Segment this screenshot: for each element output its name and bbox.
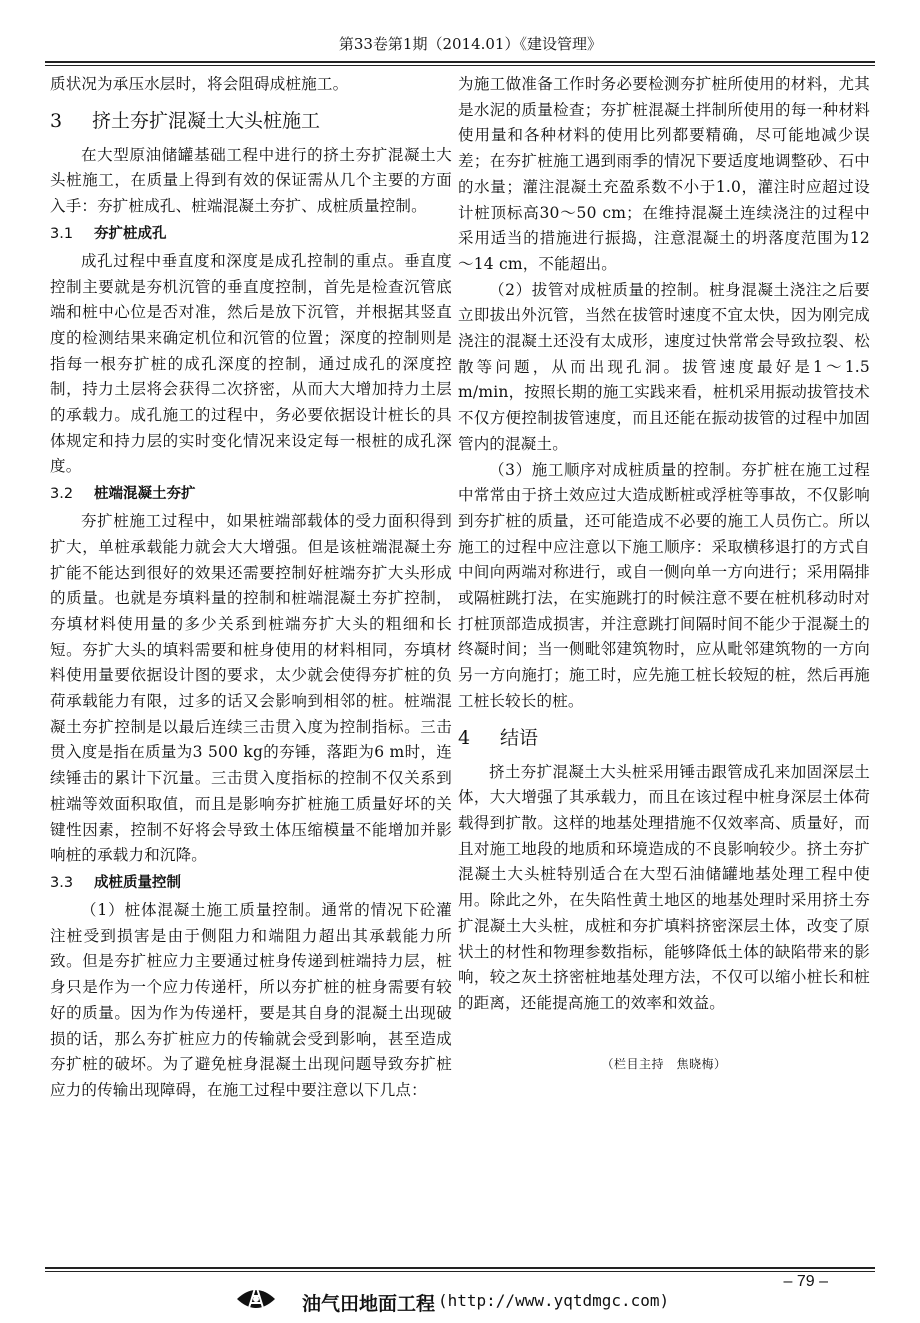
section-3-intro: 在大型原油储罐基础工程中进行的挤土夯扩混凝土大头桩施工，在质量上得到有效的保证需从几个主要的方面入手：夯扩桩成孔、桩端混凝土夯扩、成桩质量控制。	[50, 145, 452, 216]
section-4-body: 挤土夯扩混凝土大头桩采用锤击跟管成孔来加固深层土体，大大增强了其承载力，而且在该过程中桩身深层土体荷载得到扩散。这样的地基处理措施不仅效率高、质量好，而且对施工地段的地质和环境造成的不良影响较少。挤土夯扩混凝土大头桩特别适合在大型石油储罐地基处理工程中使用。除此之外，在失陷性黄土地区的地基处理时采用挤土夯扩混凝土大头桩，成桩和夯扩填料挤密深层土体，改变了原状土的材性和物理参数指标，能够降低土体的缺陷带来的影响，较之灰土挤密桩地基处理方法，不仅可以缩小桩长和桩的距离，还能提高施工的效率和效益。	[458, 762, 870, 1012]
section-4-number: 4	[458, 726, 471, 749]
header-rule-thin	[45, 65, 875, 66]
subsection-3-1-heading	[50, 222, 452, 247]
journal-url[interactable]: (http://www.yqtdmgc.com)	[438, 1291, 670, 1310]
issue-volume: 第33卷第1期（2014.01）	[338, 35, 520, 53]
page-number: – 79 –	[783, 1273, 828, 1290]
subsection-3-2-heading	[50, 482, 452, 507]
column-editor-note: （栏目主持 焦晓梅）	[601, 1056, 727, 1071]
section-3-heading	[50, 105, 452, 137]
running-header	[0, 6, 920, 62]
section-3-number: 3	[50, 109, 63, 132]
issue-info	[339, 33, 602, 54]
section-4-title: 结语	[500, 726, 539, 749]
subsection-3-1-number: 3.1	[50, 225, 74, 242]
subsection-3-3-item-1: （1）桩体混凝土施工质量控制。通常的情况下砼灌注桩受到损害是由于侧阻力和端阻力超出其承载能力所致。但是夯扩桩应力主要通过桩身传递到桩端持力层，桩身只是作为一个应力传递杆，所以夯扩桩的桩身需要有较好的质量。因为作为传递杆，要是其自身的混凝土出现破损的话，那么夯扩桩应力的传输就会受到影响，甚至造成夯扩桩的破坏。为了避免桩身混凝土出现问题导致夯扩桩应力的传输出现障碍，在施工过程中要注意以下几点：	[50, 900, 452, 1099]
subsection-3-1-title: 夯扩桩成孔	[94, 225, 167, 242]
subsection-3-2-body: 夯扩桩施工过程中，如果桩端部载体的受力面积得到扩大，单桩承载能力就会大大增强。但是该桩端混凝土夯扩能不能达到很好的效果还需要控制好桩端夯扩大头形成的质量。也就是夯填料量的控制和桩端混凝土夯扩控制，夯填材料使用量的多少关系到桩端夯扩大头的粗细和长短。夯扩大头的填料需要和桩身使用的材料相同，夯填材料使用量要依据设计图的要求，太少就会使得夯扩桩的负荷承载能力有限，过多的话又会影响到相邻的桩。桩端混凝土夯扩控制是以最后连续三击贯入度为控制指标。三击贯入度是指在质量为3 500 kg的夯锤，落距为6 m时，连续锤击的累计下沉量。三击贯入度指标的控制不仅关系到桩端等效面积取值，而且是影响夯扩桩施工质量好坏的关键性因素，控制不好将会导致土体压缩模量不能增加并影响桩的承载力和沉降。	[50, 512, 452, 865]
journal-name: 油气田地面工程	[302, 1293, 436, 1315]
subsection-3-3-item-3: （3）施工顺序对成桩质量的控制。夯扩桩在施工过程中常常由于挤土效应过大造成断桩或浮桩等事故，不仅影响到夯扩桩的质量，还可能造成不必要的施工人员伤亡。所以施工的过程中应注意以下施工顺序：采取横移退打的方式自中间向两端对称进行，或自一侧向单一方向进行；采用隔排或隔桩跳打法，在实施跳打的时候注意不要在桩机移动时对打桩顶部造成损害，并注意跳打间隔时间不能少于混凝土的终凝时间；当一侧毗邻建筑物时，应从毗邻建筑物的一方向另一方向施打；施工时，应先施工桩长较短的桩，然后再施工桩长较长的桩。	[458, 460, 870, 710]
subsection-3-3-item-2: （2）拔管对成桩质量的控制。桩身混凝土浇注之后要立即拔出外沉管，当然在拔管时速度不宜太快，因为刚完成浇注的混凝土还没有太成形，速度过快常常会导致拉裂、松散等问题，从而出现孔洞。拔管速度最好是1～1.5 m/min，按照长期的施工实践来看，桩机采用振动拔管技术不仅方便控制拔管速度，而且还能在振动拔管的过程中加固管内的混凝土。	[458, 280, 870, 453]
header-rule-thick	[45, 61, 875, 63]
subsection-3-3-number: 3.3	[50, 874, 74, 891]
journal-title-header: 《建设管理》	[519, 35, 602, 53]
oil-derrick-logo-icon	[233, 1279, 279, 1319]
subsection-3-3-heading	[50, 871, 452, 896]
subsection-3-2-title: 桩端混凝土夯扩	[94, 486, 196, 503]
footer-rule-thin	[45, 1271, 875, 1272]
section-4-heading	[458, 722, 870, 754]
right-column	[458, 72, 870, 1072]
subsection-3-3-title: 成桩质量控制	[94, 874, 181, 891]
carryover-paragraph: 质状况为承压水层时，将会阻碍成桩施工。	[50, 75, 349, 93]
section-3-title: 挤土夯扩混凝土大头桩施工	[92, 109, 321, 132]
left-column	[50, 72, 452, 1104]
item-1-continuation: 为施工做准备工作时务必要检测夯扩桩所使用的材料，尤其是水泥的质量检查；夯扩桩混凝土拌制所使用的每一种材料使用量和各种材料的使用比列都要精确，尽可能地减少误差；在夯扩桩施工遇到雨季的情况下要适度地调整砂、石中的水量；灌注混凝土充盈系数不小于1.0，灌注时应超过设计桩顶标高30～50 cm；在维持混凝土连续浇注的过程中采用适当的措施进行振捣，注意混凝土的坍落度范围为12～14 cm，不能超出。	[458, 75, 870, 273]
subsection-3-2-number: 3.2	[50, 486, 74, 503]
subsection-3-1-body: 成孔过程中垂直度和深度是成孔控制的重点。垂直度控制主要就是夯机沉管的垂直度控制，首先是检查沉管底端和桩中心位是否对准，然后是放下沉管，并根据其竖直度的检测结果来确定机位和沉管的位置；深度的控制则是指每一根夯扩桩的成孔深度的控制，通过成孔的深度控制，持力土层将会获得二次挤密，从而大大增加持力土层的承载力。成孔施工的过程中，务必要依据设计桩长的具体规定和持力层的实时变化情况来设定每一根桩的成孔深度。	[50, 251, 452, 476]
footer-rule-thick	[45, 1267, 875, 1269]
